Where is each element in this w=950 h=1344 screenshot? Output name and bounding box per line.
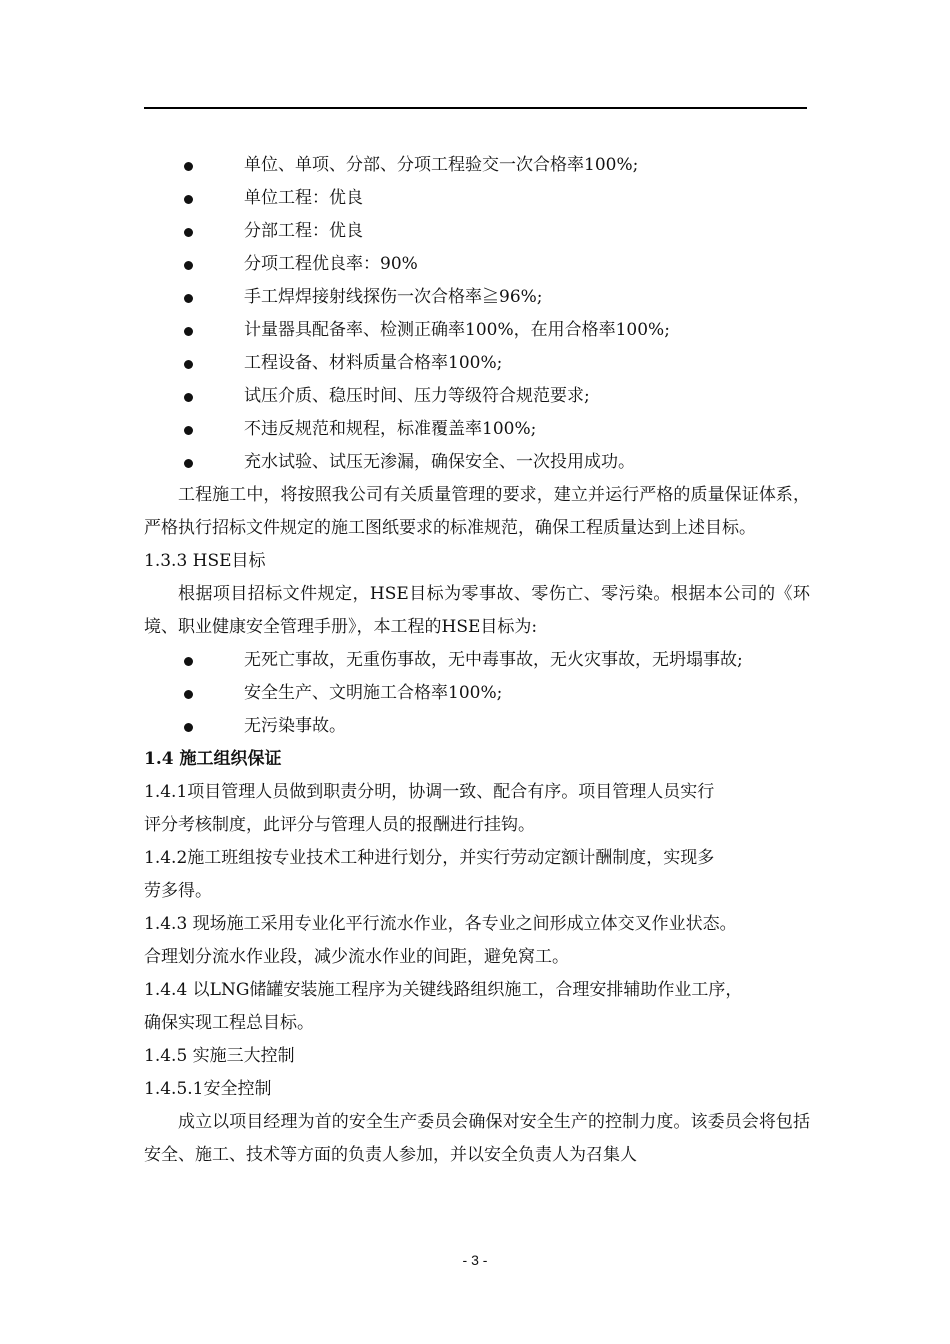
clause-1-4-5-1: 1.4.5.1安全控制 — [144, 1079, 272, 1099]
list-item: 分项工程优良率：90% — [144, 248, 810, 281]
bullet-icon — [184, 228, 193, 237]
list-item: 工程设备、材料质量合格率100%; — [144, 347, 810, 380]
list-item: 手工焊焊接射线探伤一次合格率≧96%; — [144, 281, 810, 314]
list-item: 试压介质、稳压时间、压力等级符合规范要求; — [144, 380, 810, 413]
bullet-icon — [184, 426, 193, 435]
list-item: 单位、单项、分部、分项工程验交一次合格率100%; — [144, 149, 810, 182]
list-item: 无死亡事故，无重伤事故，无中毒事故，无火灾事故，无坍塌事故; — [144, 644, 810, 677]
bullet-icon — [184, 327, 193, 336]
clause-1-4-5: 1.4.5 实施三大控制 — [144, 1046, 295, 1066]
hse-paragraph: 根据项目招标文件规定，HSE目标为零事故、零伤亡、零污染。根据本公司的《环境、职业健康安全管理手册》，本工程的HSE目标为: — [144, 584, 810, 637]
bullet-icon — [184, 195, 193, 204]
bullet-icon — [184, 459, 193, 468]
list-item: 单位工程：优良 — [144, 182, 810, 215]
document-body — [144, 149, 810, 1172]
hse-target-list — [144, 644, 810, 743]
clause-1-4-2 — [144, 842, 810, 908]
clause-1-4-1 — [144, 776, 810, 842]
bullet-icon — [184, 261, 193, 270]
bullet-icon — [184, 162, 193, 171]
bullet-icon — [184, 657, 193, 666]
bullet-icon — [184, 393, 193, 402]
text-line: 1.4.2施工班组按专业技术工种进行划分，并实行劳动定额计酬制度，实现多 — [144, 848, 715, 868]
bullet-icon — [184, 690, 193, 699]
header-rule — [144, 107, 807, 109]
bullet-icon — [184, 723, 193, 732]
list-item: 计量器具配备率、检测正确率100%，在用合格率100%; — [144, 314, 810, 347]
clause-1-4-4 — [144, 974, 810, 1040]
bullet-icon — [184, 360, 193, 369]
list-item: 分部工程：优良 — [144, 215, 810, 248]
page-number: - 3 - — [462, 1252, 488, 1268]
clause-1-4-3 — [144, 908, 810, 974]
quality-paragraph: 工程施工中，将按照我公司有关质量管理的要求，建立并运行严格的质量保证体系，严格执行招标文件规定的施工图纸要求的标准规范，确保工程质量达到上述目标。 — [144, 485, 810, 538]
quality-target-list — [144, 149, 810, 479]
list-item: 充水试验、试压无渗漏，确保安全、一次投用成功。 — [144, 446, 810, 479]
list-item: 安全生产、文明施工合格率100%; — [144, 677, 810, 710]
bullet-icon — [184, 294, 193, 303]
text-line: 劳多得。 — [144, 881, 212, 901]
list-item: 不违反规范和规程，标准覆盖率100%; — [144, 413, 810, 446]
text-line: 合理划分流水作业段，减少流水作业的间距，避免窝工。 — [144, 947, 569, 967]
hse-heading: 1.3.3 HSE目标 — [144, 551, 266, 571]
text-line: 1.4.1项目管理人员做到职责分明，协调一致、配合有序。项目管理人员实行 — [144, 782, 715, 802]
safety-paragraph: 成立以项目经理为首的安全生产委员会确保对安全生产的控制力度。该委员会将包括安全、施工、技术等方面的负责人参加，并以安全负责人为召集人 — [144, 1112, 810, 1165]
text-line: 确保实现工程总目标。 — [144, 1013, 314, 1033]
text-line: 1.4.4 以LNG储罐安装施工程序为关键线路组织施工，合理安排辅助作业工序， — [144, 980, 743, 1000]
text-line: 评分考核制度，此评分与管理人员的报酬进行挂钩。 — [144, 815, 535, 835]
text-line: 1.4.3 现场施工采用专业化平行流水作业，各专业之间形成立体交叉作业状态。 — [144, 914, 737, 934]
list-item: 无污染事故。 — [144, 710, 810, 743]
section-heading: 1.4 施工组织保证 — [144, 749, 282, 769]
